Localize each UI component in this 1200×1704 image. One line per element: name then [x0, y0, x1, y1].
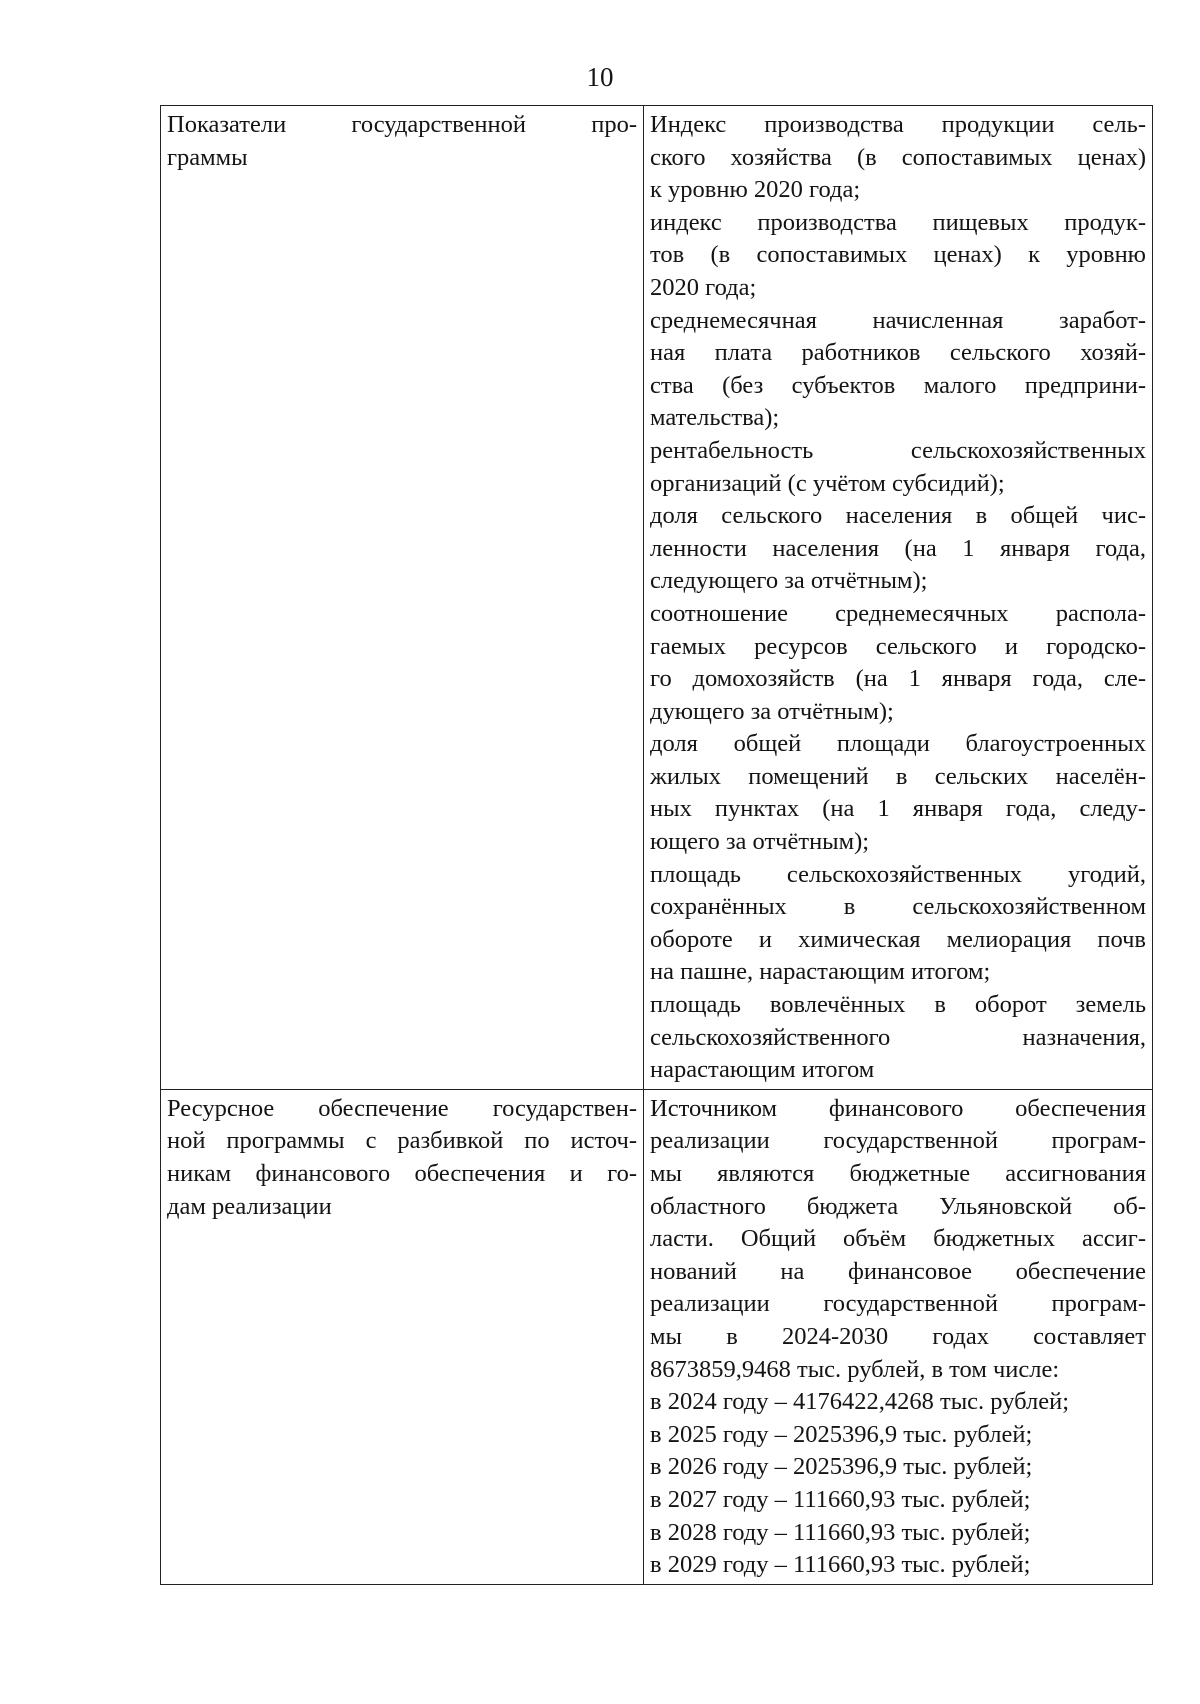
value-line: дующего за отчётным);	[650, 697, 894, 725]
value-line: площадь вовлечённых в оборот земель	[650, 991, 1146, 1019]
value-line: сельскохозяйственного назначения,	[650, 1023, 1146, 1051]
table-body	[161, 106, 1153, 1585]
row-label-cell	[161, 106, 644, 1090]
value-line: 2020 года;	[650, 273, 757, 301]
value-line: ющего за отчётным);	[650, 828, 870, 856]
value-line: в 2026 году – 2025396,9 тыс. рублей;	[650, 1453, 1033, 1481]
value-line: нований на финансовое обеспечение	[650, 1257, 1146, 1285]
value-line: организаций (с учётом субсидий);	[650, 469, 1005, 497]
value-line: гаемых ресурсов сельского и городско-	[650, 632, 1146, 660]
value-line: тов (в сопоставимых ценах) к уровню	[650, 241, 1146, 269]
label-line: граммы	[167, 143, 248, 171]
value-line: жилых помещений в сельских населён-	[650, 762, 1146, 790]
value-line: нарастающим итогом	[650, 1056, 875, 1084]
value-line: ского хозяйства (в сопоставимых ценах)	[650, 143, 1146, 171]
label-line: дам реализации	[167, 1192, 332, 1220]
value-line: ласти. Общий объём бюджетных ассиг-	[650, 1225, 1146, 1253]
row-label-cell	[161, 1089, 644, 1584]
value-line: 8673859,9468 тыс. рублей, в том числе:	[650, 1355, 1060, 1383]
value-line: доля сельского населения в общей чис-	[650, 502, 1146, 530]
value-line: мы в 2024-2030 годах составляет	[650, 1322, 1146, 1350]
value-line: к уровню 2020 года;	[650, 176, 861, 204]
value-line: следующего за отчётным);	[650, 567, 928, 595]
value-line: в 2028 году – 111660,93 тыс. рублей;	[650, 1518, 1031, 1546]
value-line: ных пунктах (на 1 января года, следу-	[650, 795, 1146, 823]
row-value-cell	[644, 106, 1153, 1090]
value-line: мы являются бюджетные ассигнования	[650, 1160, 1146, 1187]
value-line: ная плата работников сельского хозяй-	[650, 339, 1146, 367]
value-line: индекс производства пищевых продук-	[650, 208, 1146, 236]
value-line: Источником финансового обеспечения	[650, 1094, 1146, 1122]
value-line: реализации государственной програм-	[650, 1290, 1146, 1318]
label-line: Ресурсное обеспечение государствен-	[167, 1094, 637, 1122]
value-line: рентабельность сельскохозяйственных	[650, 436, 1146, 464]
value-line: в 2025 году – 2025396,9 тыс. рублей;	[650, 1420, 1033, 1448]
value-line: в 2027 году – 111660,93 тыс. рублей;	[650, 1485, 1031, 1513]
value-line: Индекс производства продукции сель-	[650, 111, 1146, 138]
value-line: мательства);	[650, 404, 780, 432]
value-line: реализации государственной програм-	[650, 1127, 1146, 1155]
page-number: 10	[586, 62, 614, 92]
label-line: ной программы с разбивкой по источ-	[167, 1127, 637, 1155]
value-line: в 2029 году – 111660,93 тыс. рублей;	[650, 1551, 1031, 1579]
table-row	[161, 1089, 1153, 1584]
value-line: площадь сельскохозяйственных угодий,	[650, 860, 1146, 888]
value-line: в 2024 году – 4176422,4268 тыс. рублей;	[650, 1388, 1070, 1416]
value-line: областного бюджета Ульяновской об-	[650, 1192, 1146, 1220]
value-line: ства (без субъектов малого предприни-	[650, 371, 1146, 399]
value-line: среднемесячная начисленная заработ-	[650, 306, 1146, 334]
value-line: доля общей площади благоустроенных	[650, 730, 1146, 758]
value-line: соотношение среднемесячных распола-	[650, 599, 1146, 627]
table-row	[161, 106, 1153, 1090]
program-passport-table	[160, 105, 1153, 1585]
value-line: сохранённых в сельскохозяйственном	[650, 893, 1146, 921]
row-value-cell	[644, 1089, 1153, 1584]
label-line: Показатели государственной про-	[167, 111, 637, 138]
value-line: ленности населения (на 1 января года,	[650, 534, 1146, 562]
label-line: никам финансового обеспечения и го-	[167, 1160, 637, 1187]
value-line: на пашне, нарастающим итогом;	[650, 958, 991, 986]
value-line: го домохозяйств (на 1 января года, сле-	[650, 665, 1146, 693]
value-line: обороте и химическая мелиорация почв	[650, 925, 1146, 953]
